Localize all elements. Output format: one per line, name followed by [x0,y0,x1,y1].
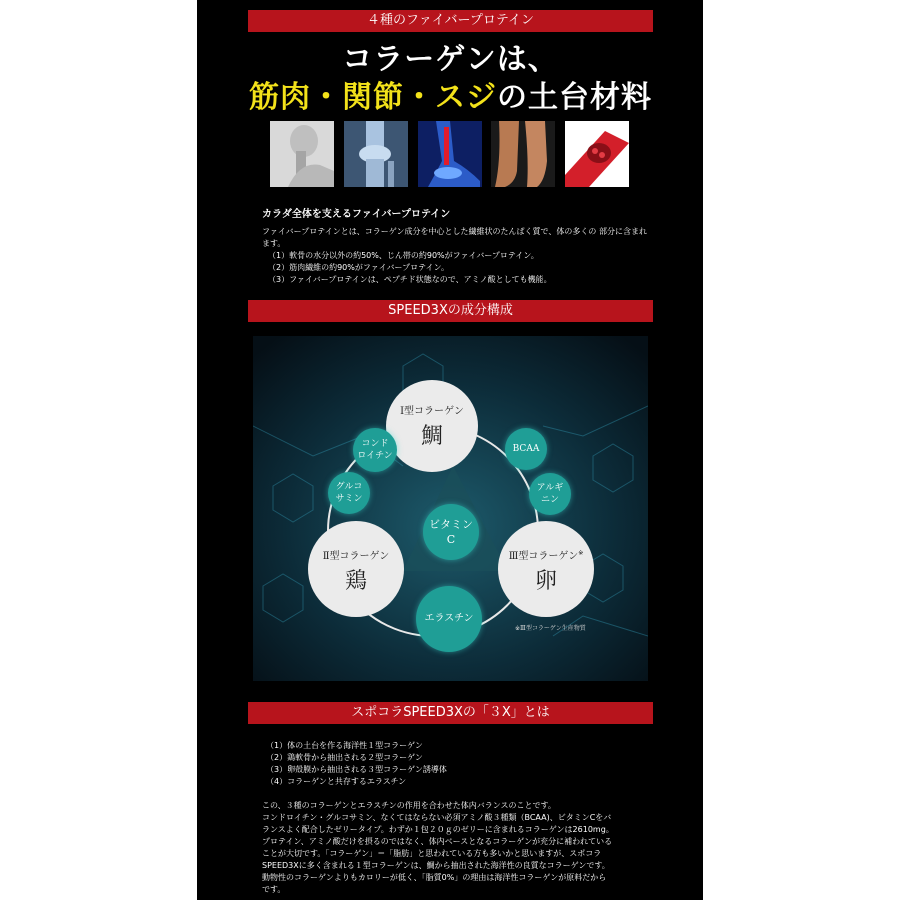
collagen-type3-source: 卵 [534,569,557,594]
three-x-item-2: （2）鶏軟骨から抽出される２型コラーゲン [266,753,423,762]
banner-composition: SPEED3Xの成分構成 [248,300,653,322]
arginine-circle: アルギ ニン [529,473,571,515]
three-x-item-3: （3）卵殻膜から抽出される３型コラーゲン誘導体 [266,765,447,774]
ankle-tendon-icon [418,121,482,187]
fiber-intro: ファイバープロテインとは、コラーゲン成分を中心とした繊維状のたんぱく質で、体の多くの 部分に含まれます。 [262,227,647,248]
headline-highlight: 筋肉・関節・スジ [249,80,497,115]
vitamin-c-circle: ビタミン C [423,504,479,560]
collagen-type1-source: 鯛 [420,424,443,449]
three-x-list [262,740,652,788]
three-x-body-line: です。 [262,885,286,894]
leg-muscle-icon [491,121,555,187]
composition-diagram [253,336,648,681]
diagram-footnote: ※Ⅲ型コラーゲン生産物質 [515,625,586,632]
fiber-subheading: カラダ全体を支えるファイバープロテイン [262,209,451,220]
glucosamine-circle: グルコ サミン [328,472,370,514]
fiber-item-1: （1）軟骨の水分以外の約50%、じん帯の約90%がファイバープロテイン。 [268,251,539,260]
three-x-body-line: SPEED3Xに多く含まれる１型コラーゲンは、鯛から抽出された海洋性の良質なコラーゲンです。 [262,861,610,870]
three-x-body-line: ことが大切です。「コラーゲン」＝「脂肪」と思われている方も多いかと思いますが、スポコラ [262,849,602,858]
three-x-body-line: この、３種のコラーゲンとエラスチンの作用を合わせた体内バランスのことです。 [262,801,556,810]
collagen-type3-circle [498,521,594,617]
banner-three-x: スポコラSPEED3Xの「３X」とは [248,702,653,724]
three-x-body-line: コンドロイチン・グルコサミン、なくてはならない必須アミノ酸３種類（BCAA)、ビタミンCをバ [262,813,612,822]
fiber-item-2: （2）筋肉繊維の約90%がファイバープロテイン。 [268,263,449,272]
fiber-item-3: （3）ファイバープロテインは、ペプチド状態なので、アミノ酸としても機能。 [268,275,552,284]
collagen-type3-title: Ⅲ型コラーゲン※ [508,549,584,562]
three-x-body [262,800,652,896]
collagen-type2-source: 鶏 [344,569,367,594]
three-x-body-line: 動物性のコラーゲンよりもカロリーが低く、「脂質0%」の理由は海洋性コラーゲンが原料だから [262,873,607,882]
blood-vessel-icon [565,121,629,187]
collagen-type2-title: Ⅱ型コラーゲン [322,551,390,562]
headline-line1: コラーゲンは、 [342,42,559,77]
three-x-body-line: プロテイン、アミノ酸だけを摂るのではなく、体内ベースとなるコラーゲンが充分に補われている [262,837,613,846]
banner-fiber-protein: ４種のファイバープロテイン [248,10,653,32]
chondroitin-circle: コンド ロイチン [353,428,397,472]
collagen-type1-circle [386,380,478,472]
three-x-item-1: （1）体の土台を作る海洋性１型コラーゲン [266,741,423,750]
three-x-body-line: ランスよく配合したゼリータイプ。わずか１包２０ｇのゼリーに含まれるコラーゲンは2610mg。 [262,825,614,834]
headline-tail: の土台材料 [497,80,652,115]
spine-skeleton-icon [270,121,334,187]
bcaa-circle: BCAA [505,428,547,470]
elastin-circle: エラスチン [416,586,482,652]
three-x-item-4: （4）コラーゲンと共存するエラスチン [266,777,407,786]
collagen-type2-circle [308,521,404,617]
headline-line2 [248,72,653,116]
knee-joint-icon [344,121,408,187]
fiber-paragraph [262,226,652,286]
collagen-type1-title: Ⅰ型コラーゲン [400,406,464,417]
